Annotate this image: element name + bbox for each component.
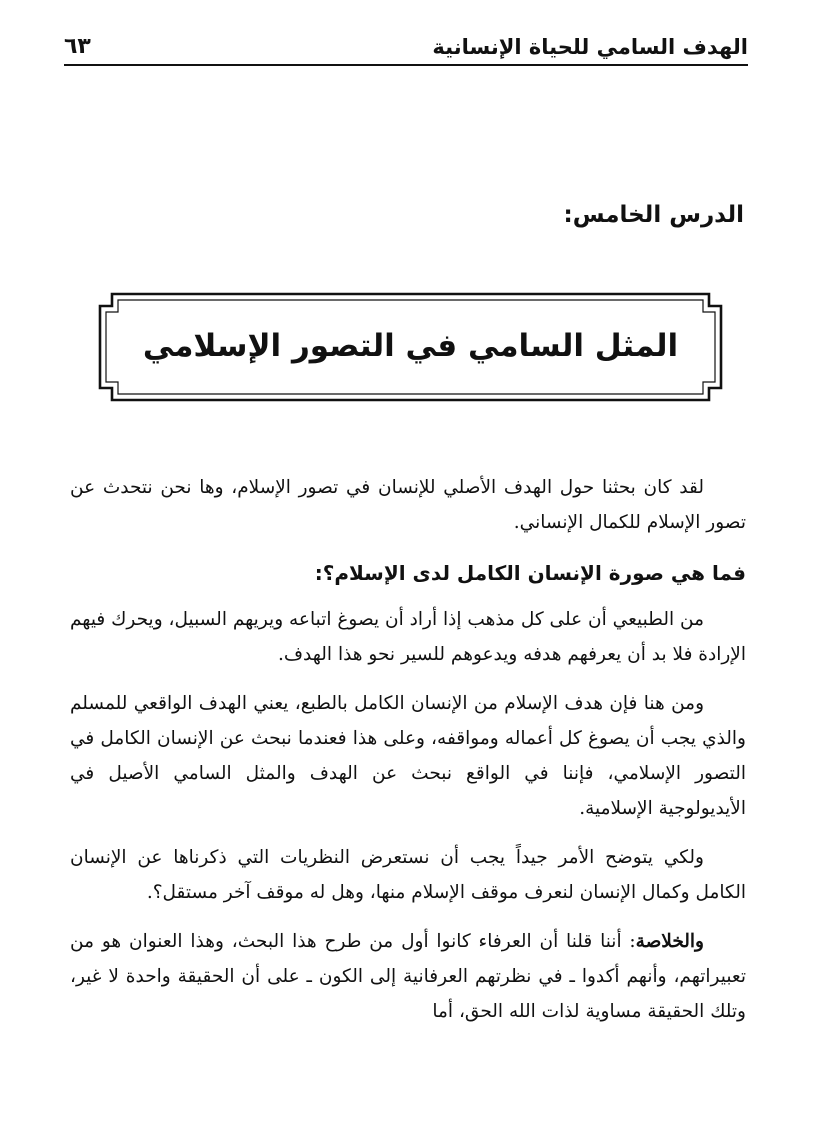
header-rule bbox=[64, 64, 748, 66]
section-title: المثل السامي في التصور الإسلامي bbox=[142, 328, 679, 364]
paragraph-5 bbox=[70, 924, 746, 1029]
page-number: ٦٣ bbox=[64, 34, 91, 59]
lesson-label: الدرس الخامس: bbox=[563, 202, 744, 228]
paragraph-4: ولكي يتوضح الأمر جيداً يجب أن نستعرض النظريات التي ذكرناها عن الإنسان الكامل وكمال الإنسان لنعرف موقف الإسلام منها، وهل له موقف آخر مستقل؟. bbox=[70, 847, 746, 903]
paragraph-2: من الطبيعي أن على كل مذهب إذا أراد أن يصوغ اتباعه ويريهم السبيل، ويحرك فيهم الإرادة فلا بد أن يعرفهم هدفه ويدعوهم للسير نحو هذا الهدف. bbox=[70, 609, 746, 665]
running-header-title: الهدف السامي للحياة الإنسانية bbox=[432, 35, 748, 59]
paragraph-3: ومن هنا فإن هدف الإسلام من الإنسان الكامل بالطبع، يعني الهدف الواقعي للمسلم والذي يجب أن يصوغ كل أعماله ومواقفه، وعلى هذا فعندما نبحث عن الإنسان الكامل في التصور الإسلامي، فإننا في الواقع نبحث عن الهدف والمثل السامي الأصيل في الأيديولوجية الإسلامية. bbox=[70, 693, 746, 819]
body-text bbox=[70, 470, 746, 1043]
running-header bbox=[64, 26, 748, 62]
title-frame bbox=[98, 292, 723, 402]
paragraph-5-text: : أننا قلنا أن العرفاء كانوا أول من طرح هذا البحث، وهذا العنوان هو من تعبيراتهم، وأنهم أكدوا ـ في نظرتهم العرفانية إلى الكون ـ على أن الحقيقة واحدة لا غير، وتلك الحقيقة مساوية لذات الله الحق، أما bbox=[70, 931, 746, 1022]
paragraph-1: لقد كان بحثنا حول الهدف الأصلي للإنسان في تصور الإسلام، وها نحن نتحدث عن تصور الإسلام للكمال الإنساني. bbox=[70, 477, 746, 533]
section-question-heading: فما هي صورة الإنسان الكامل لدى الإسلام؟: bbox=[314, 561, 746, 585]
summary-lead: والخلاصة bbox=[635, 931, 704, 952]
